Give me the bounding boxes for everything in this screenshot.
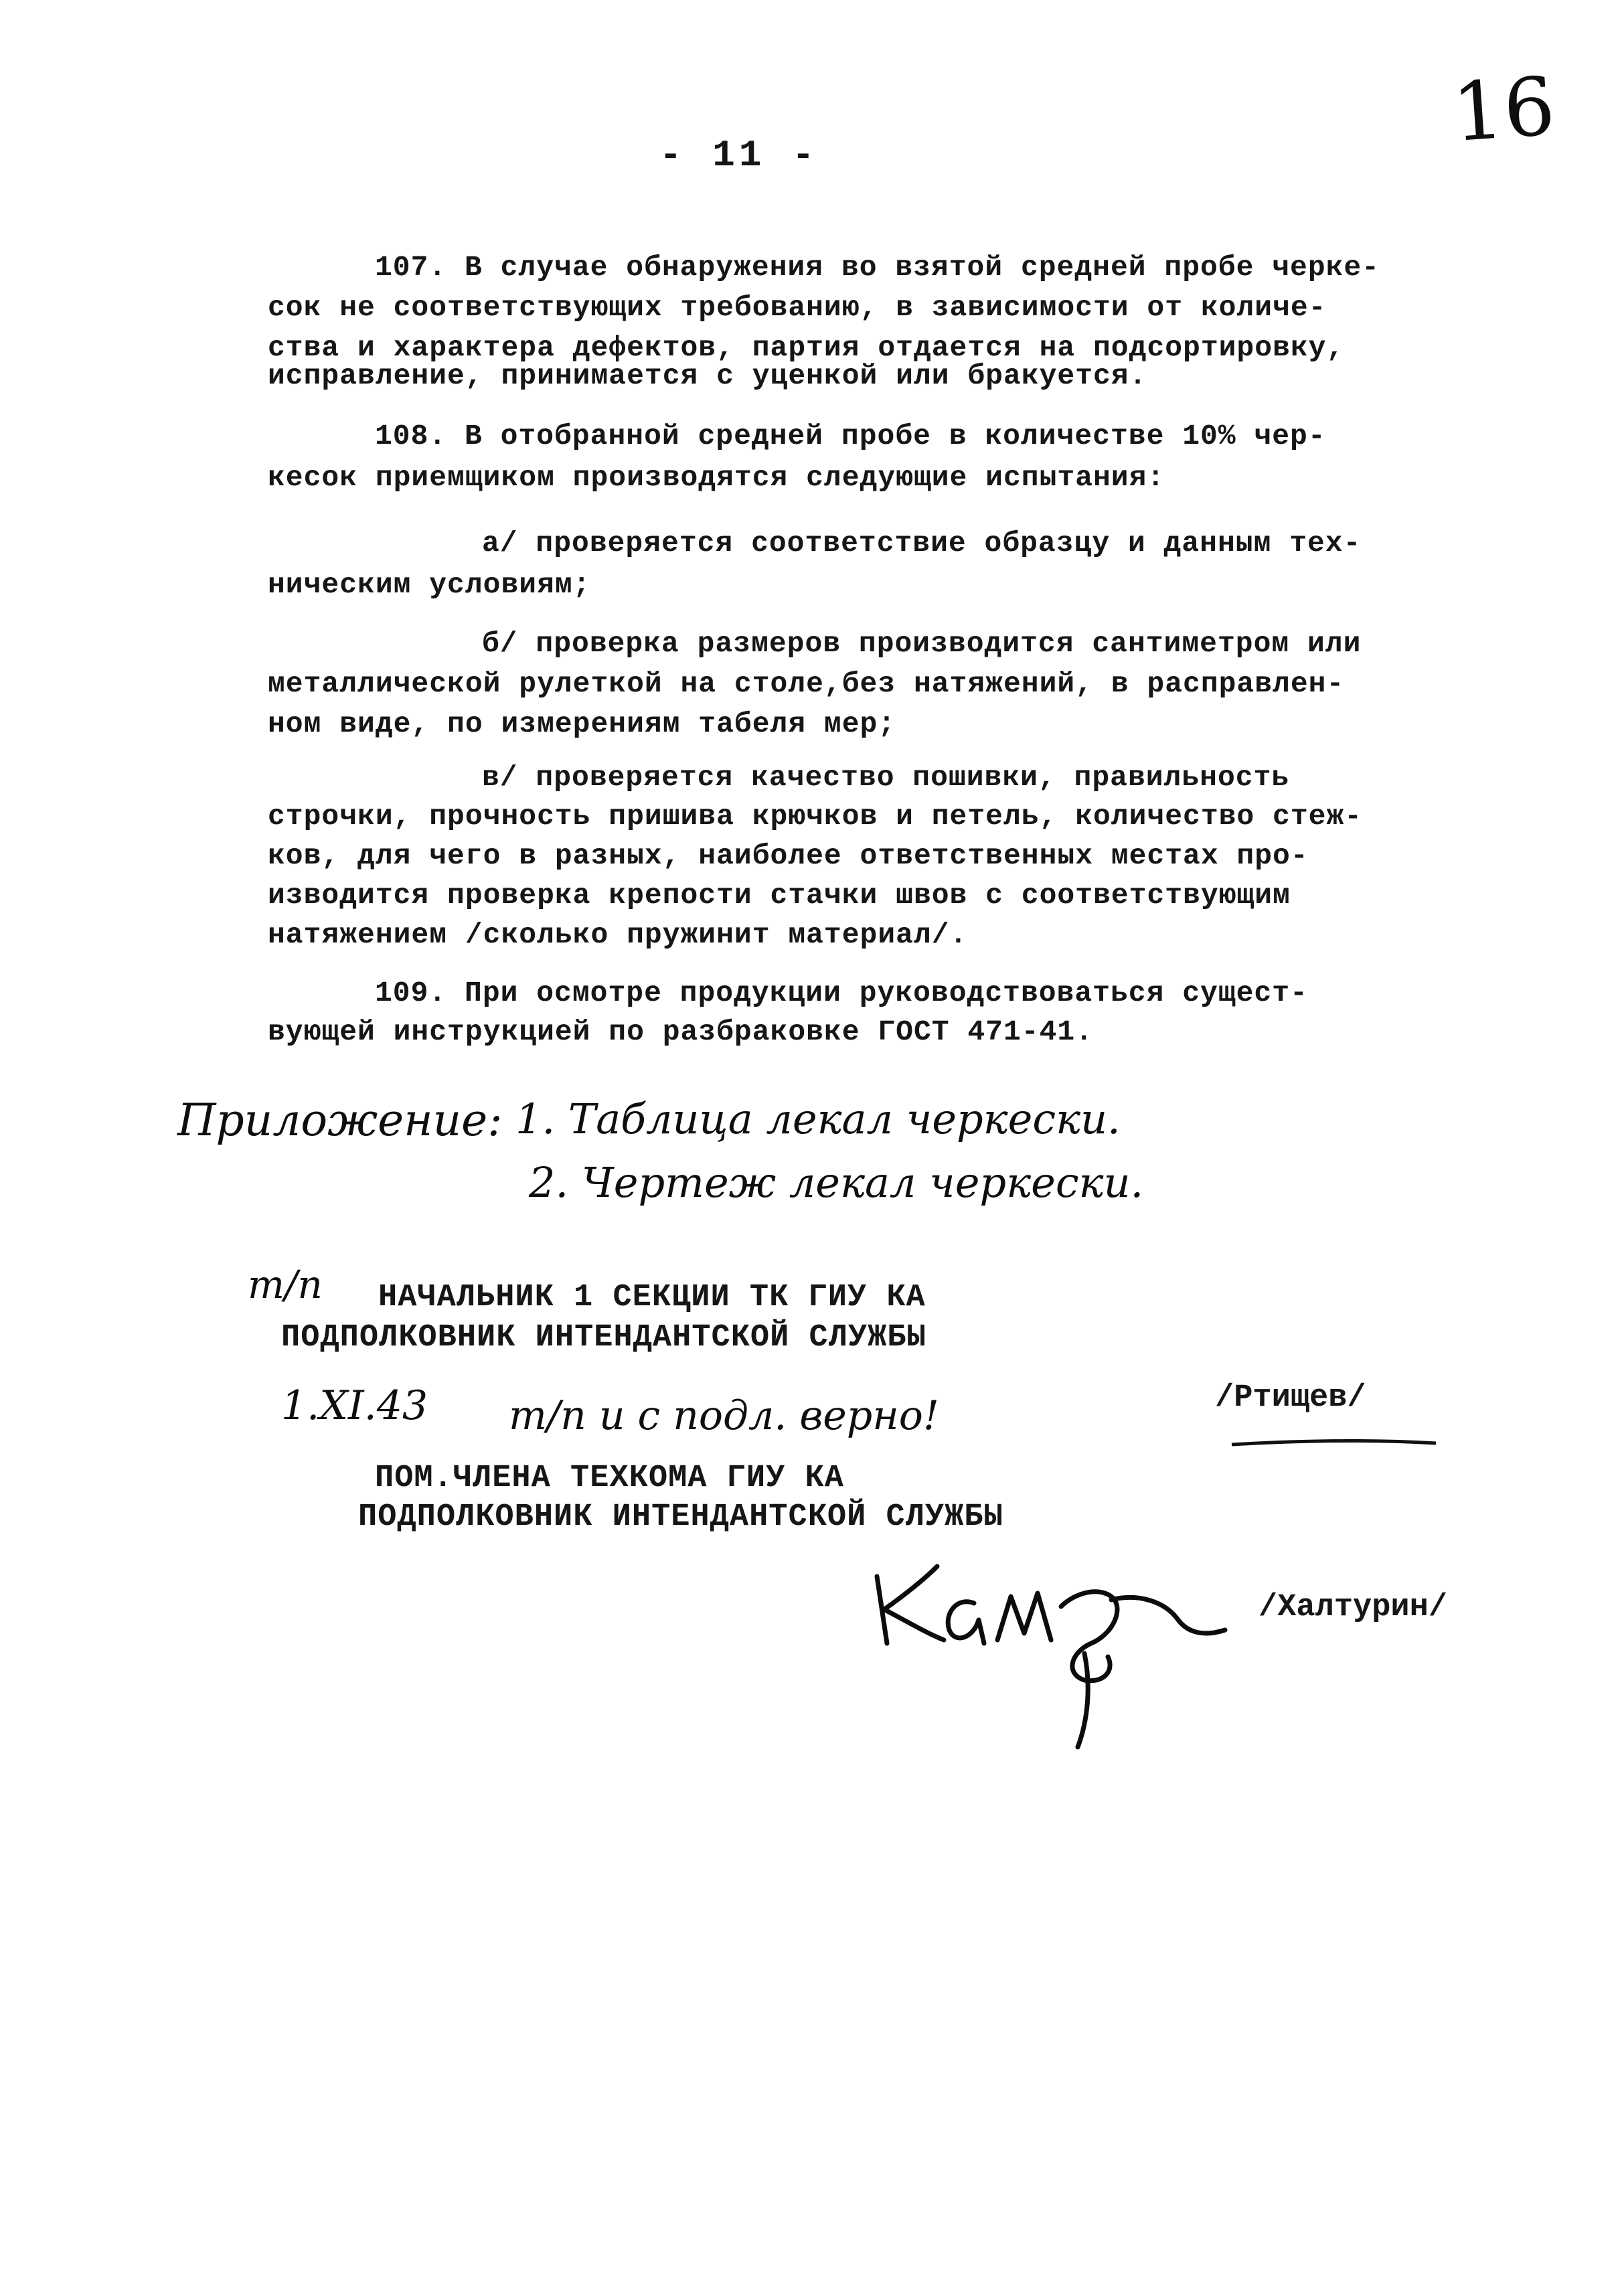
text-line: изводится проверка крепости стачки швов с соответствующим	[268, 879, 1291, 912]
member-name: /Халтурин/	[1259, 1590, 1448, 1625]
folio-number: 16	[1449, 60, 1558, 161]
attachment-item: 1. Таблица лекал черкески.	[515, 1094, 1121, 1143]
text-line: в/ проверяется качество пошивки, правильность	[482, 761, 1290, 794]
handwritten-date: 1.XI.43	[281, 1382, 428, 1429]
text-line: вующей инструкцией по разбраковке ГОСТ 471-41.	[268, 1015, 1093, 1048]
member-title-line: ПОМ.ЧЛЕНА ТЕХКОМА ГИУ КА	[375, 1461, 844, 1496]
text-line: кесок приемщиком производятся следующие испытания:	[268, 461, 1165, 494]
text-line: б/ проверка размеров производится сантиметром или	[482, 627, 1362, 660]
signature-underline	[1232, 1441, 1436, 1445]
text-line: 109. При осмотре продукции руководствоваться сущест-	[375, 977, 1308, 1009]
member-title-line: ПОДПОЛКОВНИК ИНТЕНДАНТСКОЙ СЛУЖБЫ	[358, 1499, 1003, 1535]
text-line: ном виде, по измерениям табеля мер;	[268, 708, 896, 740]
text-line: исправление, принимается с уценкой или бракуется.	[268, 359, 1147, 392]
attachments-heading: Приложение:	[177, 1094, 503, 1146]
tp-mark: т/п	[248, 1262, 323, 1307]
text-line: а/ проверяется соответствие образцу и данным тех-	[482, 527, 1362, 560]
handwritten-signature	[877, 1566, 1225, 1747]
text-line: сок не соответствующих требованию, в зависимости от количе-	[268, 291, 1327, 324]
page-number: - 11 -	[659, 134, 819, 177]
copy-certification-note: т/п и с подл. верно!	[509, 1392, 939, 1439]
text-line: ков, для чего в разных, наиболее ответственных местах про-	[268, 839, 1309, 872]
attachment-item: 2. Чертеж лекал черкески.	[529, 1158, 1144, 1207]
text-line: 107. В случае обнаружения во взятой средней пробе черке-	[375, 251, 1380, 284]
text-line: ническим условиям;	[268, 568, 591, 601]
text-line: натяжением /сколько пружинит материал/.	[268, 918, 968, 951]
chief-title-line: ПОДПОЛКОВНИК ИНТЕНДАНТСКОЙ СЛУЖБЫ	[281, 1320, 926, 1356]
chief-name: /Ртищев/	[1215, 1380, 1366, 1416]
text-line: 108. В отобранной средней пробе в количестве 10% чер-	[375, 420, 1326, 453]
text-line: строчки, прочность пришива крючков и петель, количество стеж-	[268, 800, 1363, 833]
text-line: металлической рулеткой на столе,без натяжений, в расправлен-	[268, 667, 1345, 700]
chief-title-line: НАЧАЛЬНИК 1 СЕКЦИИ ТК ГИУ КА	[378, 1280, 926, 1315]
text-line: ства и характера дефектов, партия отдается на подсортировку,	[268, 331, 1345, 364]
